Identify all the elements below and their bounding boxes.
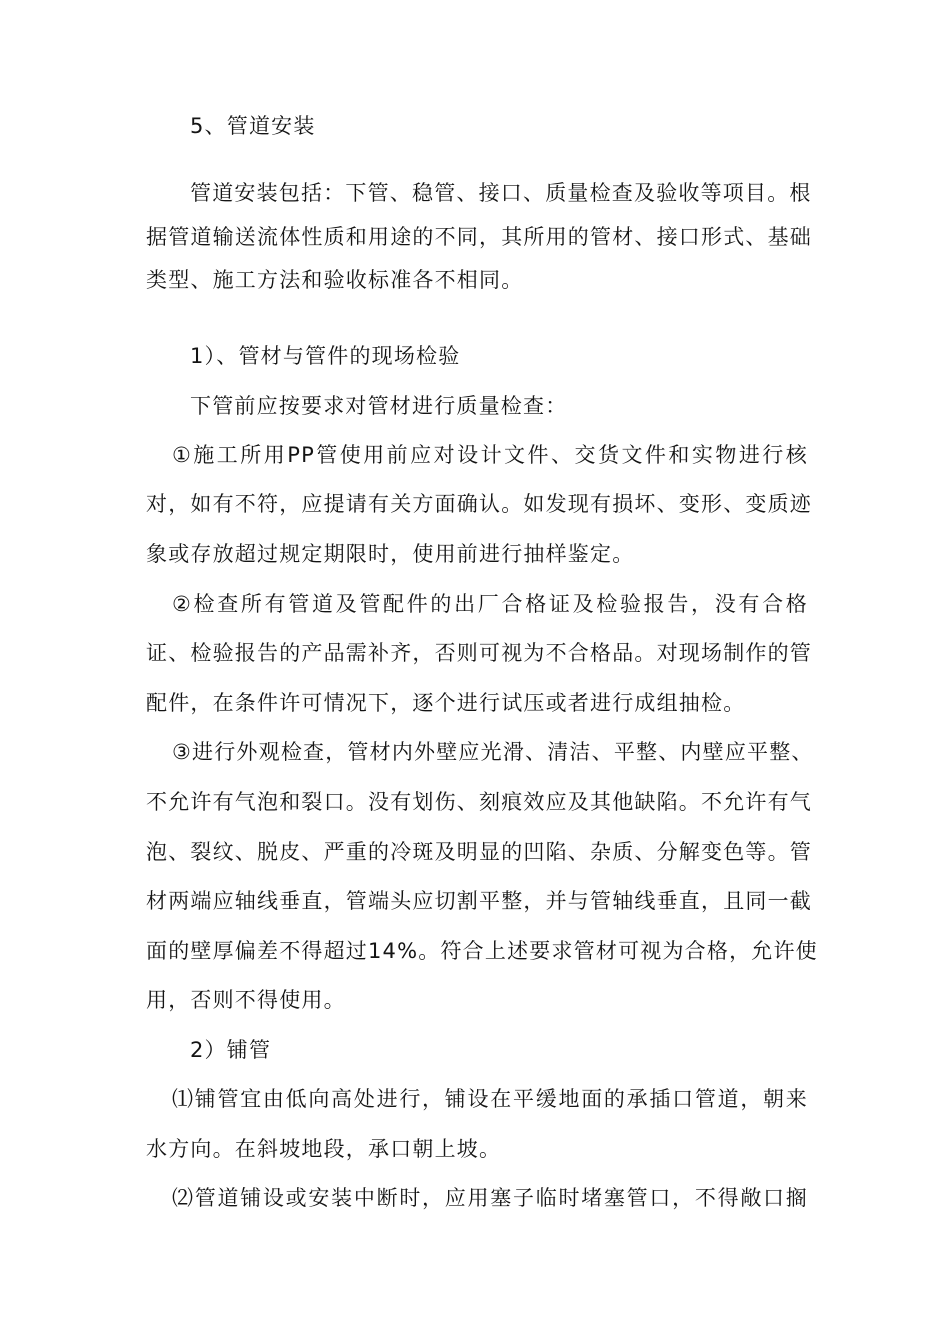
subsection-title-2: 2）铺管 — [190, 1038, 272, 1062]
item-3-line-3: 泡、裂纹、脱皮、严重的冷斑及明显的凹陷、杂质、分解变色等。管 — [146, 840, 812, 864]
item-2-line-1: ②检查所有管道及管配件的出厂合格证及检验报告，没有合格 — [172, 592, 808, 616]
subsection-title-1: 1）、管材与管件的现场检验 — [190, 344, 461, 368]
item-3-line-2: 不允许有气泡和裂口。没有划伤、刻痕效应及其他缺陷。不允许有气 — [146, 790, 812, 814]
item-2-line-2: 证、检验报告的产品需补齐，否则可视为不合格品。对现场制作的管 — [146, 641, 812, 665]
subsection-lead: 下管前应按要求对管材进行质量检查： — [190, 394, 568, 418]
intro-line-1: 管道安装包括：下管、稳管、接口、质量检查及验收等项目。根 — [190, 181, 812, 205]
item-1-line-2: 对，如有不符，应提请有关方面确认。如发现有损坏、变形、变质迹 — [146, 492, 812, 516]
section-heading: 5、管道安装 — [190, 114, 316, 138]
item-3-line-5: 面的壁厚偏差不得超过14%。符合上述要求管材可视为合格，允许使 — [146, 939, 818, 963]
intro-line-2: 据管道输送流体性质和用途的不同，其所用的管材、接口形式、基础 — [146, 225, 812, 249]
item-3-line-1: ③进行外观检查，管材内外壁应光滑、清洁、平整、内壁应平整、 — [172, 740, 814, 764]
item-3-line-4: 材两端应轴线垂直，管端头应切割平整，并与管轴线垂直，且同一截 — [146, 889, 812, 913]
pipe-item-2-line-1: ⑵管道铺设或安装中断时，应用塞子临时堵塞管口，不得敞口搁 — [172, 1186, 808, 1210]
item-2-line-3: 配件，在条件许可情况下，逐个进行试压或者进行成组抽检。 — [146, 691, 746, 715]
intro-line-3: 类型、施工方法和验收标准各不相同。 — [146, 268, 524, 292]
item-1-line-1: ①施工所用PP管使用前应对设计文件、交货文件和实物进行核 — [172, 443, 808, 467]
item-1-line-3: 象或存放超过规定期限时，使用前进行抽样鉴定。 — [146, 542, 635, 566]
item-3-line-6: 用，否则不得使用。 — [146, 988, 346, 1012]
pipe-item-1-line-1: ⑴铺管宜由低向高处进行，铺设在平缓地面的承插口管道，朝来 — [172, 1087, 808, 1111]
pipe-item-1-line-2: 水方向。在斜坡地段，承口朝上坡。 — [146, 1137, 502, 1161]
